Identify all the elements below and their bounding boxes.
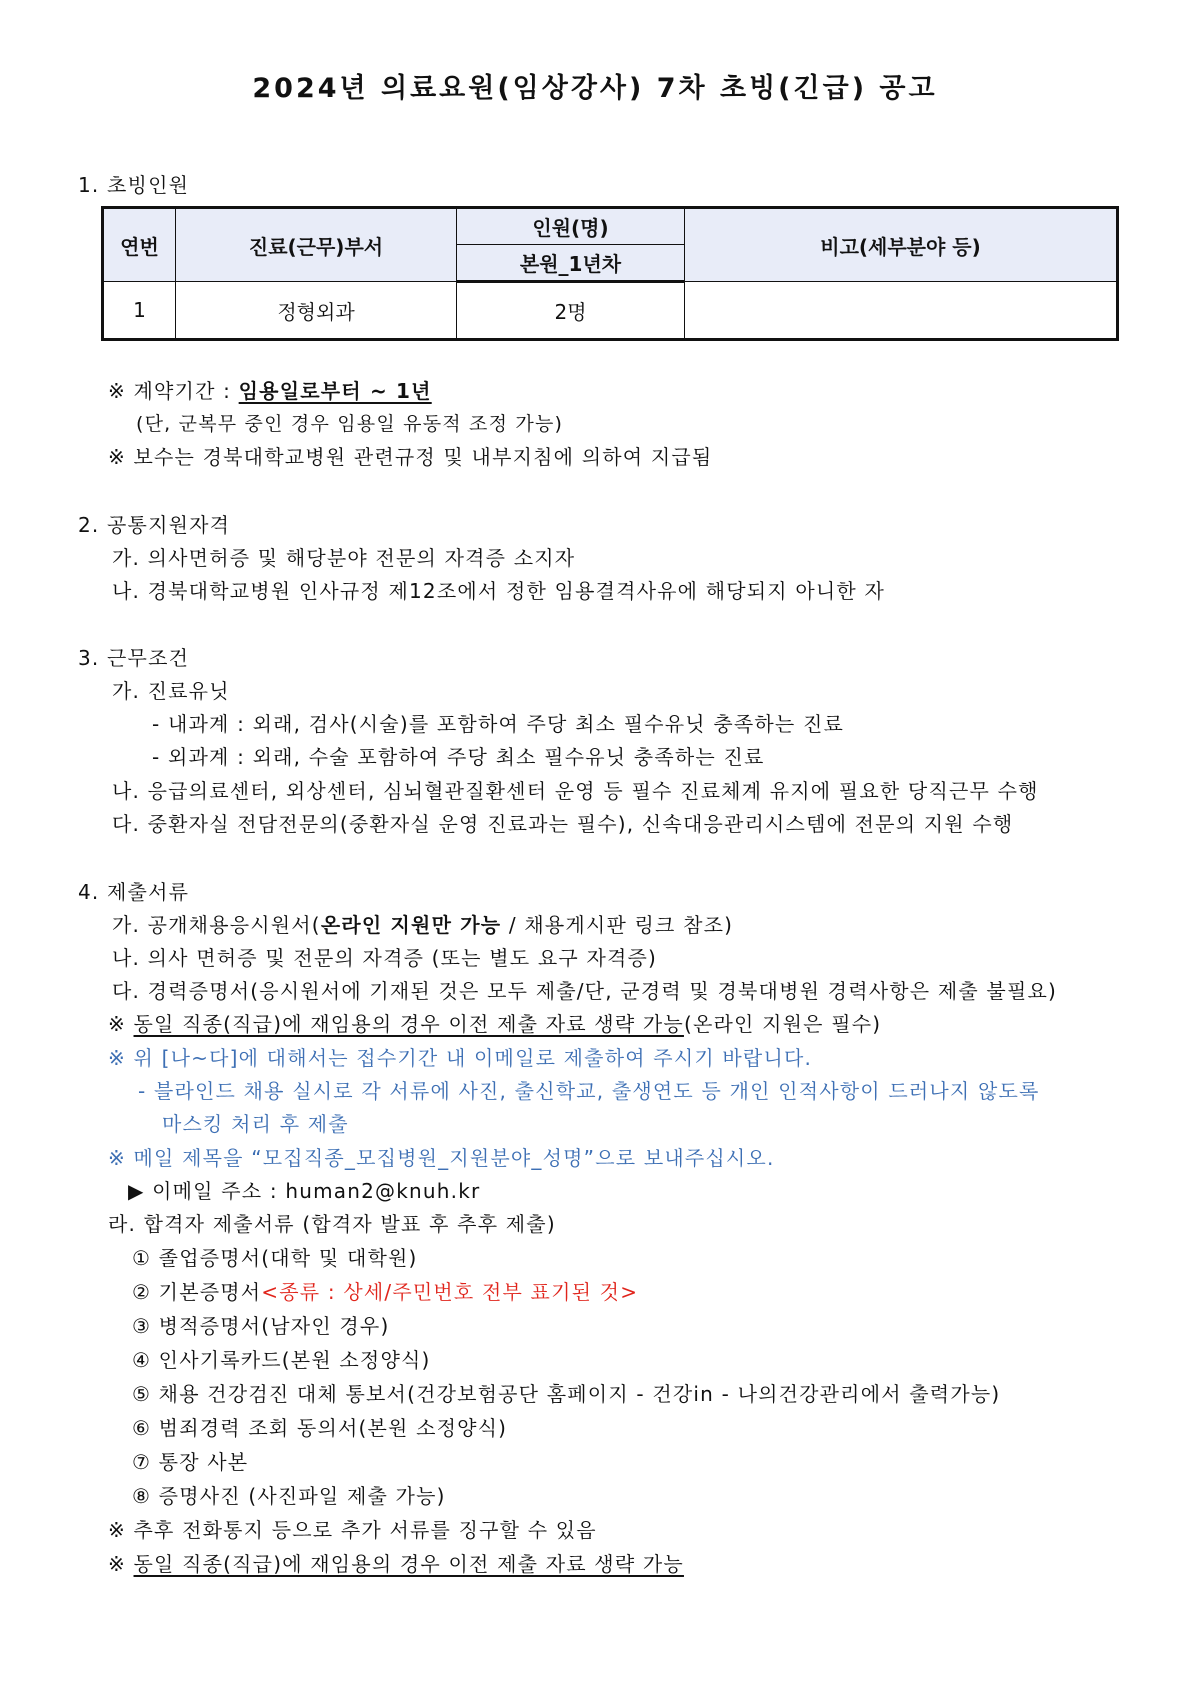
condition-item-ga: 가. 진료유닛 bbox=[112, 679, 230, 703]
cell-dept: 정형외과 bbox=[176, 282, 457, 340]
document-item-ga bbox=[112, 912, 733, 938]
condition-sub-internal: - 내과계 : 외래, 검사(시술)를 포함하여 주당 최소 필수유닛 충족하는 진료 bbox=[152, 712, 845, 736]
final-doc-red-note: <종류 : 상세/주민번호 전부 표기된 것> bbox=[261, 1280, 639, 1304]
email-address-line: ▶ 이메일 주소 : human2@knuh.kr bbox=[128, 1179, 481, 1203]
qualification-item: 가. 의사면허증 및 해당분야 전문의 자격증 소지자 bbox=[112, 546, 576, 570]
final-doc-item: ① 졸업증명서(대학 및 대학원) bbox=[132, 1246, 418, 1270]
final-doc-item-2 bbox=[132, 1279, 638, 1305]
final-doc-item: ④ 인사기록카드(본원 소정양식) bbox=[132, 1348, 431, 1372]
reuse-note-mark: ※ bbox=[108, 1012, 134, 1036]
document-item-ra: 라. 합격자 제출서류 (합격자 발표 후 추후 제출) bbox=[108, 1212, 556, 1236]
reuse-note-underlined: 동일 직종(직급)에 재임용의 경우 이전 제출 자료 생략 가능 bbox=[133, 1012, 684, 1036]
blind-note-line2: 마스킹 처리 후 제출 bbox=[162, 1112, 349, 1136]
contract-note bbox=[108, 378, 432, 404]
contract-subnote: (단, 군복무 중인 경우 임용일 유동적 조정 가능) bbox=[136, 413, 564, 435]
recruit-table bbox=[101, 206, 1119, 341]
header-dept: 진료(근무)부서 bbox=[176, 208, 457, 282]
document-ga-prefix: 가. 공개채용응시원서( bbox=[112, 913, 321, 937]
final-reuse-note bbox=[108, 1551, 684, 1577]
section4-heading: 4. 제출서류 bbox=[78, 880, 190, 904]
document-item-da: 다. 경력증명서(응시원서에 기재된 것은 모두 제출/단, 군경력 및 경북대병원 경력사항은 제출 불필요) bbox=[112, 979, 1057, 1003]
reuse-note-tail: (온라인 지원은 필수) bbox=[683, 1012, 882, 1036]
final-reuse-underlined: 동일 직종(직급)에 재임용의 경우 이전 제출 자료 생략 가능 bbox=[133, 1552, 684, 1576]
page-title: 2024년 의료요원(임상강사) 7차 초빙(긴급) 공고 bbox=[252, 73, 938, 104]
extra-docs-note: ※ 추후 전화통지 등으로 추가 서류를 징구할 수 있음 bbox=[108, 1518, 597, 1542]
cell-remark bbox=[685, 282, 1118, 340]
final-doc-item: ⑥ 범죄경력 조회 동의서(본원 소정양식) bbox=[132, 1416, 508, 1440]
final-doc-item: ⑤ 채용 건강검진 대체 통보서(건강보험공단 홈페이지 - 건강in - 나의건강관리에서 출력가능) bbox=[132, 1382, 1001, 1406]
mail-subject-note: ※ 메일 제목을 “모집직종_모집병원_지원분야_성명”으로 보내주십시오. bbox=[108, 1146, 775, 1170]
final-doc-item: ⑧ 증명사진 (사진파일 제출 가능) bbox=[132, 1484, 446, 1508]
online-only-text: 온라인 지원만 가능 bbox=[320, 913, 502, 937]
email-submit-note: ※ 위 [나~다]에 대해서는 접수기간 내 이메일로 제출하여 주시기 바랍니다. bbox=[108, 1046, 813, 1070]
section2-heading: 2. 공통지원자격 bbox=[78, 513, 231, 537]
final-doc-label: ② 기본증명서 bbox=[132, 1280, 262, 1304]
header-count-group: 인원(명) bbox=[457, 208, 685, 245]
qualification-item: 나. 경북대학교병원 인사규정 제12조에서 정한 임용결격사유에 해당되지 아니한 자 bbox=[112, 579, 886, 603]
table-row bbox=[103, 282, 1118, 340]
condition-sub-surgical: - 외과계 : 외래, 수술 포함하여 주당 최소 필수유닛 충족하는 진료 bbox=[152, 745, 765, 769]
cell-count: 2명 bbox=[457, 282, 685, 340]
reuse-note bbox=[108, 1011, 881, 1037]
condition-item-da: 다. 중환자실 전담전문의(중환자실 운영 진료과는 필수), 신속대응관리시스템에 전문의 지원 수행 bbox=[112, 812, 1014, 836]
header-remark: 비고(세부분야 등) bbox=[685, 208, 1118, 282]
blind-note-line1: - 블라인드 채용 실시로 각 서류에 사진, 출신학교, 출생연도 등 개인 인적사항이 드러나지 않도록 bbox=[138, 1079, 1040, 1103]
document-item-na: 나. 의사 면허증 및 전문의 자격증 (또는 별도 요구 자격증) bbox=[112, 946, 658, 970]
cell-no: 1 bbox=[103, 282, 176, 340]
contract-period: 임용일로부터 ~ 1년 bbox=[238, 379, 432, 403]
header-count-sub: 본원_1년차 bbox=[457, 245, 685, 282]
final-doc-item: ③ 병적증명서(남자인 경우) bbox=[132, 1314, 390, 1338]
salary-note: ※ 보수는 경북대학교병원 관련규정 및 내부지침에 의하여 지급됨 bbox=[108, 445, 713, 469]
final-doc-item: ⑦ 통장 사본 bbox=[132, 1450, 249, 1474]
contract-note-prefix: ※ 계약기간 : bbox=[108, 379, 239, 403]
section1-heading: 1. 초빙인원 bbox=[78, 173, 190, 197]
final-reuse-mark: ※ bbox=[108, 1552, 134, 1576]
header-no: 연번 bbox=[103, 208, 176, 282]
document-ga-suffix: / 채용게시판 링크 참조) bbox=[501, 913, 734, 937]
section3-heading: 3. 근무조건 bbox=[78, 646, 190, 670]
condition-item-na: 나. 응급의료센터, 외상센터, 심뇌혈관질환센터 운영 등 필수 진료체계 유지에 필요한 당직근무 수행 bbox=[112, 779, 1039, 803]
